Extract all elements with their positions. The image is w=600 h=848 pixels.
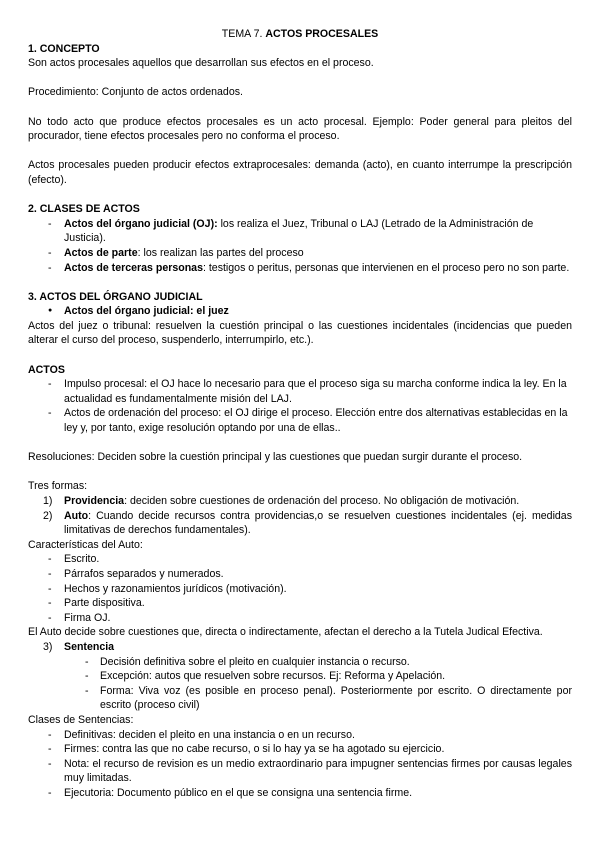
list-item: - Parte dispositiva. [28, 596, 572, 611]
paragraph: Tres formas: [28, 480, 88, 493]
auto-list [28, 552, 572, 625]
bullet-list [28, 304, 572, 319]
paragraph: El Auto decide sobre cuestiones que, directa o indirectamente, afectan el derecho a la Tutela Judical Efectiva. [28, 626, 543, 639]
list-item: - Firmes: contra las que no cabe recurso, o si lo hay ya se ha agotado su ejercicio. [28, 742, 572, 757]
paragraph: Actos del juez o tribunal: resuelven la cuestión principal o las cuestiones incidentales (incidencias que pueden alterar el curso del proceso, suspenderlo, interrumpirlo, etc.). [28, 319, 572, 347]
section-2-heading: 2. CLASES DE ACTOS [28, 203, 140, 216]
clases-list [28, 217, 572, 275]
paragraph: Procedimiento: Conjunto de actos ordenados. [28, 86, 243, 99]
actos-list [28, 377, 572, 435]
paragraph: Son actos procesales aquellos que desarrollan sus efectos en el proceso. [28, 57, 374, 70]
page-title: TEMA 7. ACTOS PROCESALES [221, 28, 379, 40]
list-item: 1) Providencia: deciden sobre cuestiones de ordenación del proceso. No obligación de motivación. [43, 495, 520, 507]
list-item: - Escrito. [28, 552, 572, 567]
section-1-heading: 1. CONCEPTO [28, 42, 100, 55]
list-item: - Párrafos separados y numerados. [28, 567, 572, 582]
list-item: 3) Sentencia [43, 640, 115, 653]
formas-list [28, 494, 572, 538]
clases-sentencias-list [28, 728, 572, 801]
list-item: - Actos de parte: los realizan las partes del proceso [28, 246, 572, 261]
list-item: - Excepción: autos que resuelven sobre recursos. Ej: Reforma y Apelación. [28, 669, 572, 684]
list-item: - Nota: el recurso de revision es un medio extraordinario para impugner sentencias firmes por causas legales muy limitadas. [28, 757, 572, 786]
list-item: - Impulso procesal: el OJ hace lo necesario para que el proceso siga su marcha conforme indica la ley. En la actualidad es fundamentalmente misión del LAJ. [28, 377, 572, 406]
paragraph: Características del Auto: [28, 538, 143, 551]
paragraph: Resoluciones: Deciden sobre la cuestión principal y las cuestiones que puedan surgir durante el proceso. [28, 451, 523, 464]
list-item: - Forma: Viva voz (es posible en proceso penal). Posteriormente por escrito. O directamente por escrito (proceso civil) [28, 684, 572, 713]
list-item: 2) Auto: Cuando decide recursos contra providencias,o se resuelven cuestiones incidentales (ej. medidas limitativas de derechos fundamentales). [43, 509, 572, 537]
sentencia-list [28, 655, 572, 713]
list-item: - Decisión definitiva sobre el pleito en cualquier instancia o recurso. [28, 655, 572, 670]
list-item: ● Actos del órgano judicial: el juez [28, 304, 572, 319]
paragraph: Clases de Sentencias: [28, 713, 134, 726]
paragraph: No todo acto que produce efectos procesales es un acto procesal. Ejemplo: Poder general para pleitos del procurador, tiene efectos procesales pero no conforma el proceso. [28, 115, 572, 143]
list-item: - Firma OJ. [28, 611, 572, 626]
list-item: - Actos de ordenación del proceso: el OJ dirige el proceso. Elección entre dos alternativas establecidas en la ley y, por tanto, exige resolución optando por una de ellas.. [28, 406, 572, 435]
paragraph: Actos procesales pueden producir efectos extraprocesales: demanda (acto), en cuanto interrumpe la prescripción (efecto). [28, 159, 572, 186]
list-item: - Hechos y razonamientos jurídicos (motivación). [28, 582, 572, 597]
list-item: - Definitivas: deciden el pleito en una instancia o en un recurso. [28, 728, 572, 743]
list-item: - Actos de terceras personas: testigos o peritus, personas que intervienen en el proceso pero no son parte. [28, 261, 572, 276]
section-3-heading: 3. ACTOS DEL ÓRGANO JUDICIAL [28, 290, 203, 303]
list-item: - Ejecutoria: Documento público en el que se consigna una sentencia firme. [28, 786, 572, 801]
actos-heading: ACTOS [28, 363, 65, 376]
formas-list-2 [28, 640, 572, 655]
list-item: - Actos del órgano judicial (OJ): los realiza el Juez, Tribunal o LAJ (Letrado de la Administración de Justicia). [28, 217, 572, 246]
document-page [28, 27, 572, 800]
